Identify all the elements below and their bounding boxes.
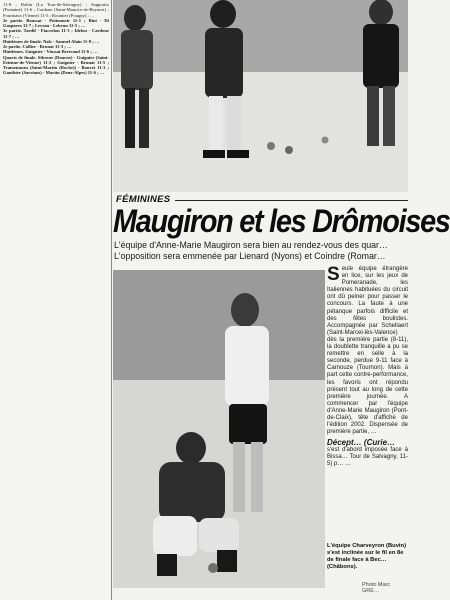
article-body [327, 266, 408, 436]
section-label: FÉMININES [116, 194, 171, 205]
results-paragraph: 2e partie. Boussat - Poitouneir 11-1 ; Bini - Di Gasparro 11-7 ; Leveau - Lebrun 11-5 ; … [3, 17, 111, 28]
article-text-continued: s'est d'abord imposée face à Bissa… Tour de Salvagny, 11-5) p… … [327, 447, 408, 468]
lead-line: L'équipe d'Anne-Marie Maugiron sera bien au rendez-vous des quar… [114, 240, 388, 250]
results-column [0, 0, 112, 600]
article-text: eule équipe étrangère en lice, sur les jeux de Pomeranade, les Italiennes habituées du circuit ont dû peiner pour passer le concours. La faute à une pétanque parfois difficile et des fêtes boulistes. Accompagnée par Schellaert (Saint-Marcel-lès-Valence) dès la première partie (8-11), la doublette tranquille a pu se remettre en selle à la seconde, perdue 9-11 face à Carnouze (Tournon). Mais à part cette contre-performance, les favoris ont répondu présent tout au long de cette première journée. A commencer par l'équipe d'Anne-Marie Maugiron (Pont-de-Claix), tête d'affiche de l'édition 2002. Dispensée de première partie, … [327, 266, 408, 436]
article-subhead: Décept… (Curie… [327, 438, 396, 448]
photo-caption-text: L'équipe Charveyron (Buvin) s'est inclinée sur le fil en 8e de finale face à Bec… (Châbons). [327, 543, 407, 570]
article-column [327, 266, 408, 518]
photo-player-crouching [113, 270, 325, 588]
lead-line: L'opposition sera emmenée par Lienard (Nyons) et Coindre (Romar… [114, 251, 386, 261]
drop-cap: S [327, 264, 340, 285]
photo-boules-players [113, 0, 408, 192]
results-paragraph: Huitièmes de finale. Nals - Samuel Alain 11-8 ; … [3, 38, 100, 44]
photo-player-illustration [113, 270, 325, 588]
photo-boules-players-illustration [113, 0, 408, 192]
results-paragraph: 2e partie. Collier - Brunat 11-3 ; … [3, 44, 72, 49]
results-paragraph: 11-8 ; Robin (La Tour-de-Salvagny) ; Sapporito (Fontaine) 11-6 ; Cardone (Saint-Maurice-de-Beynost) ; Fourmaux (Vienne) 11-5 ; Roumier (Pougny) ; … [3, 2, 111, 18]
lead-paragraph [114, 240, 414, 262]
results-paragraph: Huitièmes. Guignier - Viossat Bertrand 11-6 ; … [3, 49, 98, 55]
photo-caption [327, 543, 408, 571]
headline: Maugiron et les Drômoises [113, 203, 450, 239]
photo-credit: Photo Marc GRE… [362, 582, 391, 594]
results-paragraph: 3e partie. Tardif - Fiacrolon 11-3 ; Idelon - Cardone 11-7 ; … [3, 28, 111, 39]
results-paragraph: Quarts de finale. Sibrone (Dourne) - Guignier (Saint-Etienne-de-Vienne) 11-2 ; Guignier - Brunat 11-5 ; Tramenneau (Saint-Martin (Roche)) - Bouvet 11-3 ; Gauthier (Sarrians) - Martin (Deux-Alpes) 11-6 ; … [3, 54, 111, 76]
section-rule [175, 200, 408, 201]
